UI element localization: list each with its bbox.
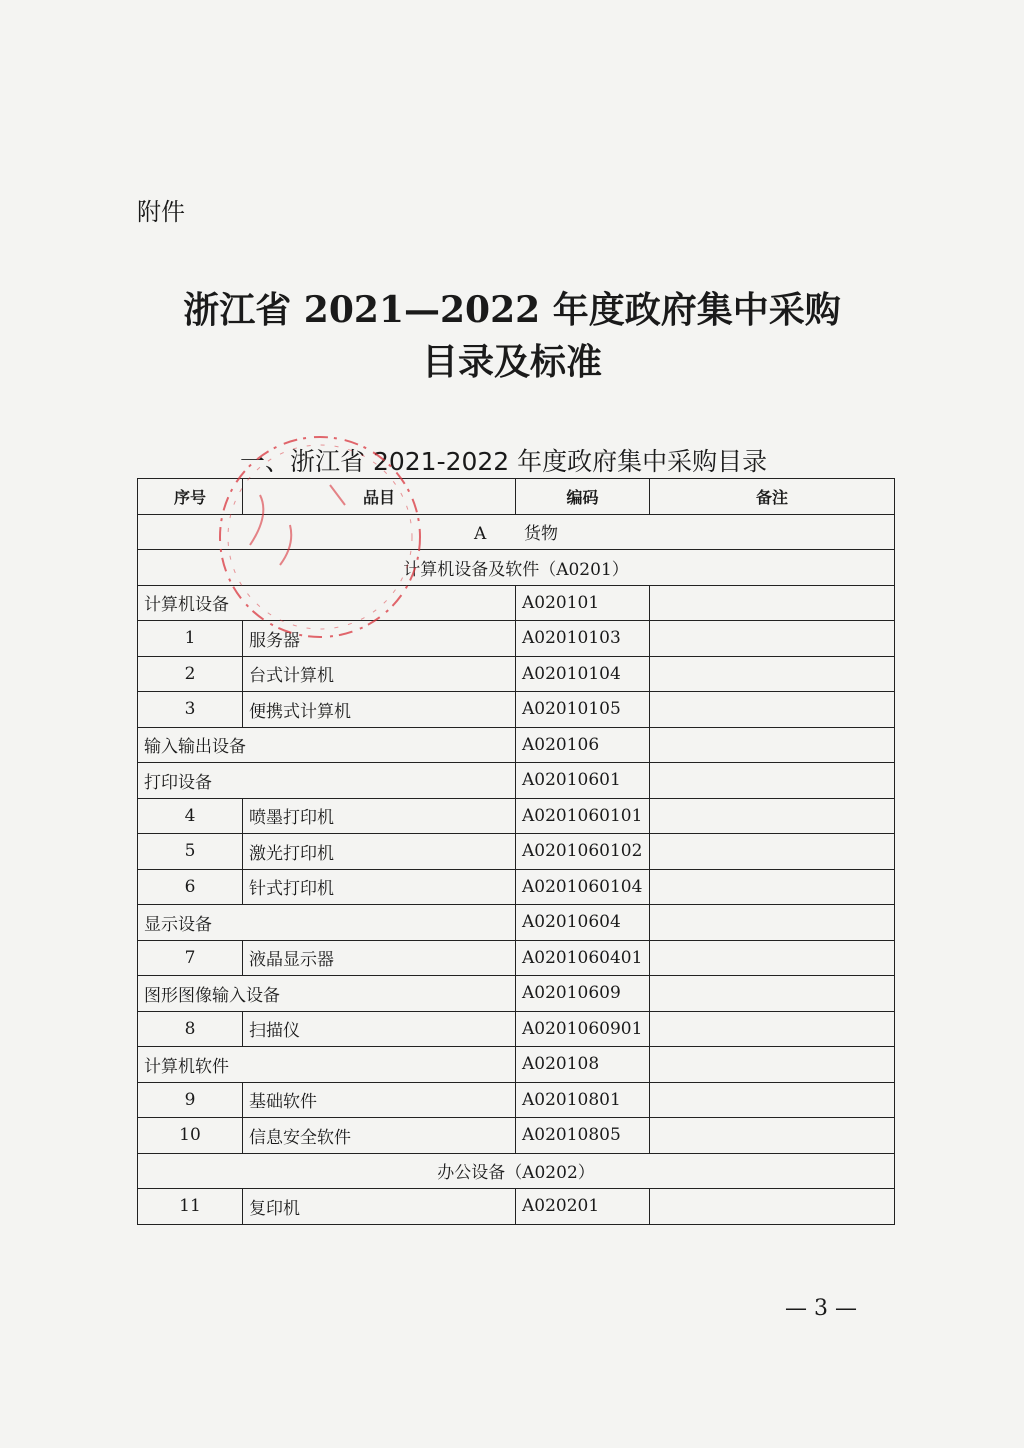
group-row — [138, 585, 895, 621]
item-no: 4 — [138, 798, 243, 834]
group-code: A02010604 — [516, 905, 650, 941]
table-row — [138, 656, 895, 692]
header-note: 备注 — [650, 479, 895, 515]
header-code: 编码 — [516, 479, 650, 515]
category-name: 货物 — [524, 524, 559, 545]
note-cell — [650, 940, 895, 976]
item-code: A0201060401 — [516, 940, 650, 976]
table-row — [138, 692, 895, 728]
item-name: 激光打印机 — [243, 834, 516, 870]
item-no: 7 — [138, 940, 243, 976]
note-cell — [650, 763, 895, 799]
item-code: A0201060102 — [516, 834, 650, 870]
group-name: 打印设备 — [138, 763, 516, 799]
item-code: A020201 — [516, 1189, 650, 1225]
item-code: A02010801 — [516, 1082, 650, 1118]
item-name: 基础软件 — [243, 1082, 516, 1118]
note-cell — [650, 976, 895, 1012]
item-code: A0201060101 — [516, 798, 650, 834]
table-row — [138, 1011, 895, 1047]
group-name: 显示设备 — [138, 905, 516, 941]
table-row — [138, 869, 895, 905]
group-code: A02010609 — [516, 976, 650, 1012]
group-row — [138, 976, 895, 1012]
note-cell — [650, 1047, 895, 1083]
attachment-label: 附件 — [137, 198, 185, 226]
document-title-line2: 目录及标准 — [421, 341, 602, 383]
note-cell — [650, 1011, 895, 1047]
item-no: 8 — [138, 1011, 243, 1047]
category-row — [138, 514, 895, 550]
table-row — [138, 834, 895, 870]
item-no: 3 — [138, 692, 243, 728]
group-code: A020106 — [516, 727, 650, 763]
item-no: 10 — [138, 1118, 243, 1154]
item-name: 扫描仪 — [243, 1011, 516, 1047]
item-name: 液晶显示器 — [243, 940, 516, 976]
note-cell — [650, 656, 895, 692]
item-no: 11 — [138, 1189, 243, 1225]
page-number: — 3 — — [785, 1296, 857, 1321]
item-name: 信息安全软件 — [243, 1118, 516, 1154]
item-name: 台式计算机 — [243, 656, 516, 692]
section-label: 办公设备（A0202） — [138, 1153, 895, 1189]
item-no: 6 — [138, 869, 243, 905]
item-code: A0201060901 — [516, 1011, 650, 1047]
item-code: A02010104 — [516, 656, 650, 692]
note-cell — [650, 1189, 895, 1225]
note-cell — [650, 798, 895, 834]
item-name: 喷墨打印机 — [243, 798, 516, 834]
note-cell — [650, 621, 895, 657]
note-cell — [650, 692, 895, 728]
note-cell — [650, 585, 895, 621]
item-no: 9 — [138, 1082, 243, 1118]
table-row — [138, 940, 895, 976]
note-cell — [650, 727, 895, 763]
item-code: A02010103 — [516, 621, 650, 657]
header-no: 序号 — [138, 479, 243, 515]
note-cell — [650, 834, 895, 870]
item-no: 5 — [138, 834, 243, 870]
group-name: 计算机软件 — [138, 1047, 516, 1083]
section-subtitle: 一、浙江省 2021-2022 年度政府集中采购目录 — [240, 447, 768, 476]
section-row — [138, 550, 895, 586]
note-cell — [650, 1082, 895, 1118]
section-row — [138, 1153, 895, 1189]
item-name: 便携式计算机 — [243, 692, 516, 728]
item-code: A0201060104 — [516, 869, 650, 905]
item-code: A02010805 — [516, 1118, 650, 1154]
group-name: 输入输出设备 — [138, 727, 516, 763]
item-name: 针式打印机 — [243, 869, 516, 905]
group-row — [138, 905, 895, 941]
group-code: A020101 — [516, 585, 650, 621]
item-no: 2 — [138, 656, 243, 692]
item-name: 服务器 — [243, 621, 516, 657]
note-cell — [650, 905, 895, 941]
item-code: A02010105 — [516, 692, 650, 728]
group-row — [138, 1047, 895, 1083]
header-item: 品目 — [243, 479, 516, 515]
table-row — [138, 1082, 895, 1118]
table-header-row — [138, 479, 895, 515]
document-title-line1: 浙江省 2021—2022 年度政府集中采购 — [183, 289, 841, 331]
category-cell — [138, 514, 895, 550]
note-cell — [650, 1118, 895, 1154]
group-name: 图形图像输入设备 — [138, 976, 516, 1012]
table-row — [138, 1189, 895, 1225]
group-name: 计算机设备 — [138, 585, 516, 621]
group-code: A020108 — [516, 1047, 650, 1083]
table-row — [138, 1118, 895, 1154]
table-row — [138, 621, 895, 657]
procurement-catalog-table — [137, 478, 895, 1225]
group-row — [138, 763, 895, 799]
section-label: 计算机设备及软件（A0201） — [138, 550, 895, 586]
note-cell — [650, 869, 895, 905]
item-no: 1 — [138, 621, 243, 657]
table-row — [138, 798, 895, 834]
group-code: A02010601 — [516, 763, 650, 799]
category-letter: A — [473, 524, 487, 545]
item-name: 复印机 — [243, 1189, 516, 1225]
group-row — [138, 727, 895, 763]
